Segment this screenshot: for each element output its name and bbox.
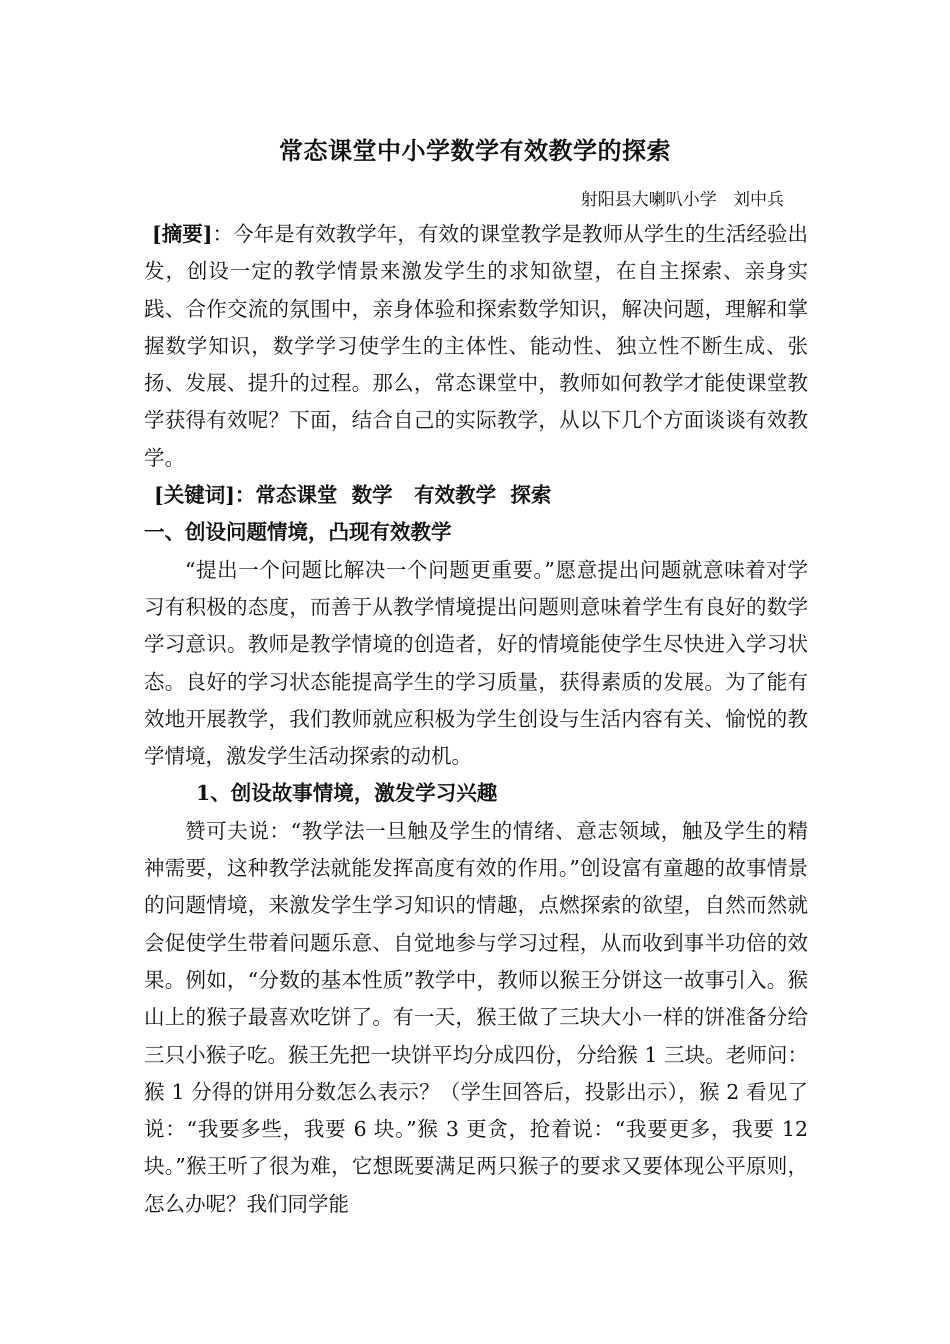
section-heading-1: 一、创设问题情境，凸现有效教学 xyxy=(144,520,452,545)
keywords-line: [关键词]：常态课堂 数学 有效教学 探索 xyxy=(154,483,552,508)
abstract-label: [摘要] xyxy=(152,222,213,246)
document-title: 常态课堂中小学数学有效教学的探索 xyxy=(279,136,671,165)
abstract-text: ：今年是有效教学年，有效的课堂教学是教师从学生的生活经验出发，创设一定的教学情景来激发学生的求知欲望，在自主探索、亲身实践、合作交流的氛围中，亲身体验和探索数学知识，解决问题，理解和掌握数学知识，数学学习使学生的主体性、能动性、独立性不断生成、张扬、发展、提升的过程。那么，常态课堂中，教师如何教学才能使课堂教学获得有效呢？下面，结合自己的实际教学，从以下几个方面谈谈有效教学。 xyxy=(144,222,809,470)
abstract-paragraph xyxy=(144,216,808,477)
document-body xyxy=(144,216,808,1223)
subsection-heading-1: 1、创设故事情境，激发学习兴趣 xyxy=(196,781,498,806)
subsection-1-paragraph: 赞可夫说：“教学法一旦触及学生的情绪、意志领域，触及学生的精神需要，这种教学法就能发挥高度有效的作用。”创设富有童趣的故事情景的问题情境，来激发学生学习知识的情趣，点燃探索的欲望，自然而然就会促使学生带着问题乐意、自觉地参与学习过程，从而收到事半功倍的效果。例如，“分数的基本性质”教学中，教师以猴王分饼这一故事引入。猴山上的猴子最喜欢吃饼了。有一天，猴王做了三块大小一样的饼准备分给三只小猴子吃。猴王先把一块饼平均分成四份，分给猴 1 三块。老师问：猴 1 分得的饼用分数怎么表示？（学生回答后，投影出示），猴 2 看见了说：“我要多些，我要 6 块。”猴 3 更贪，抢着说：“我要更多，我要 12 块。”猴王听了很为难，它想既要满足两只猴子的要求又要体现公平原则，怎么办呢？我们同学能 xyxy=(144,818,808,1216)
section-1-paragraph: “提出一个问题比解决一个问题更重要。”愿意提出问题就意味着对学习有积极的态度，而善于从教学情境提出问题则意味着学生有良好的数学学习意识。教师是教学情境的创造者，好的情境能使学生尽快进入学习状态。良好的学习状态能提高学生的学习质量，获得素质的发展。为了能有效地开展教学，我们教师就应积极为学生创设与生活内容有关、愉悦的教学情境，激发学生活动探索的动机。 xyxy=(144,557,808,769)
author-line: 射阳县大喇叭小学 刘中兵 xyxy=(580,190,784,210)
